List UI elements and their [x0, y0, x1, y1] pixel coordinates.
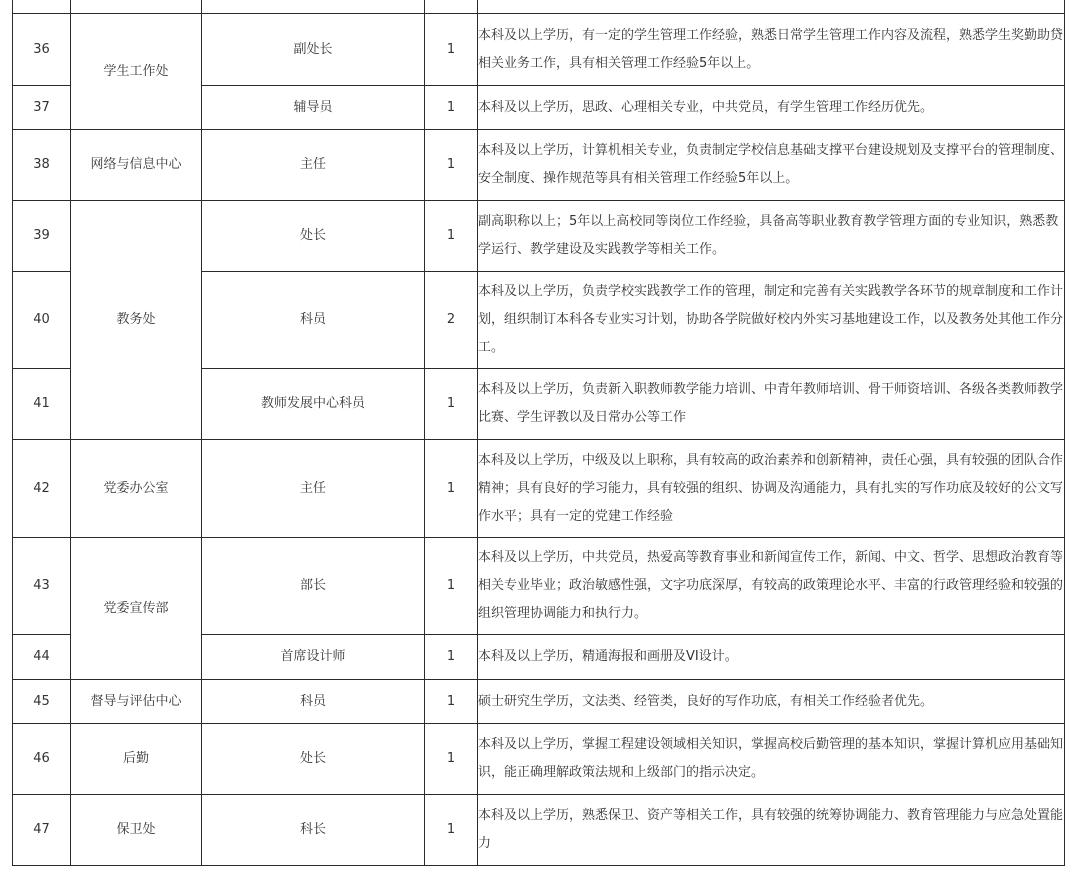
row-number: 39: [13, 201, 71, 272]
position-cell: 科员: [202, 272, 425, 369]
position-cell: 副处长: [202, 14, 425, 86]
position-cell: 科员: [202, 680, 425, 724]
position-cell: 主任: [202, 440, 425, 538]
department-cell: 学生工作处: [71, 14, 202, 130]
requirement-cell: 硕士研究生学历，文法类、经管类，良好的写作功底，有相关工作经验者优先。: [478, 680, 1065, 724]
table-row: [13, 538, 1065, 635]
table-row: [13, 440, 1065, 538]
requirement-cell: 本科及以上学历，负责新入职教师教学能力培训、中青年教师培训、骨干师资培训、各级各类教师教学比赛、学生评教以及日常办公等工作: [478, 369, 1065, 440]
requirement-cell: 本科及以上学历，熟悉保卫、资产等相关工作，具有较强的统筹协调能力、教育管理能力与应急处置能力: [478, 795, 1065, 866]
requirement-cell: 本科及以上学历，中级及以上职称，具有较高的政治素养和创新精神，责任心强，具有较强的团队合作精神；具有良好的学习能力，具有较强的组织、协调及沟通能力，具有扎实的写作功底及较好的公文写作水平；具有一定的党建工作经验: [478, 440, 1065, 538]
headcount-cell: 1: [425, 130, 478, 201]
row-number: 47: [13, 795, 71, 866]
recruitment-table: [12, 0, 1065, 866]
table-row: [13, 795, 1065, 866]
headcount-cell: 1: [425, 538, 478, 635]
department-cell: 党委宣传部: [71, 538, 202, 680]
row-number: 42: [13, 440, 71, 538]
position-cell: 辅导员: [202, 86, 425, 130]
requirement-cell: 本科及以上学历，精通海报和画册及VI设计。: [478, 635, 1065, 680]
table-row: [13, 14, 1065, 86]
table-row: [13, 130, 1065, 201]
requirement-cell: 副高职称以上；5年以上高校同等岗位工作经验，具备高等职业教育教学管理方面的专业知识，熟悉教学运行、教学建设及实践教学等相关工作。: [478, 201, 1065, 272]
table-row: [13, 724, 1065, 795]
requirement-cell: 本科及以上学历，负责学校实践教学工作的管理，制定和完善有关实践教学各环节的规章制度和工作计划，组织制订本科各专业实习计划，协助各学院做好校内外实习基地建设工作，以及教务处其他工作分工。: [478, 272, 1065, 369]
headcount-cell: 1: [425, 440, 478, 538]
headcount-cell: 1: [425, 14, 478, 86]
position-cell: 教师发展中心科员: [202, 369, 425, 440]
row-number: 41: [13, 369, 71, 440]
headcount-cell: 1: [425, 724, 478, 795]
row-number: 36: [13, 14, 71, 86]
row-number: 43: [13, 538, 71, 635]
headcount-cell: 1: [425, 795, 478, 866]
row-number: 37: [13, 86, 71, 130]
requirement-cell: 本科及以上学历，中共党员，热爱高等教育事业和新闻宣传工作，新闻、中文、哲学、思想政治教育等相关专业毕业；政治敏感性强，文字功底深厚，有较高的政策理论水平、丰富的行政管理经验和较强的组织管理协调能力和执行力。: [478, 538, 1065, 635]
headcount-cell: 1: [425, 635, 478, 680]
headcount-cell: 2: [425, 272, 478, 369]
requirement-cell: 本科及以上学历，思政、心理相关专业，中共党员，有学生管理工作经历优先。: [478, 86, 1065, 130]
headcount-cell: 1: [425, 201, 478, 272]
table-row: [13, 0, 1065, 14]
department-cell: 网络与信息中心: [71, 130, 202, 201]
requirement-cell: 本科及以上学历，有一定的学生管理工作经验，熟悉日常学生管理工作内容及流程，熟悉学生奖勤助贷相关业务工作，具有相关管理工作经验5年以上。: [478, 14, 1065, 86]
department-cell: 督导与评估中心: [71, 680, 202, 724]
row-number: 45: [13, 680, 71, 724]
table-row: [13, 201, 1065, 272]
position-cell: 处长: [202, 201, 425, 272]
requirement-cell: 本科及以上学历，掌握工程建设领域相关知识，掌握高校后勤管理的基本知识，掌握计算机应用基础知识，能正确理解政策法规和上级部门的指示决定。: [478, 724, 1065, 795]
position-cell: 处长: [202, 724, 425, 795]
position-cell: 主任: [202, 130, 425, 201]
row-number: 46: [13, 724, 71, 795]
headcount-cell: 1: [425, 680, 478, 724]
position-cell: 部长: [202, 538, 425, 635]
position-cell: 首席设计师: [202, 635, 425, 680]
headcount-cell: 1: [425, 369, 478, 440]
headcount-cell: 1: [425, 86, 478, 130]
row-number: 44: [13, 635, 71, 680]
position-cell: 科长: [202, 795, 425, 866]
table-row: [13, 680, 1065, 724]
requirement-cell: 本科及以上学历，计算机相关专业，负责制定学校信息基础支撑平台建设规划及支撑平台的管理制度、安全制度、操作规范等具有相关管理工作经验5年以上。: [478, 130, 1065, 201]
row-number: 38: [13, 130, 71, 201]
department-cell: 后勤: [71, 724, 202, 795]
row-number: 40: [13, 272, 71, 369]
department-cell: 教务处: [71, 201, 202, 440]
department-cell: 党委办公室: [71, 440, 202, 538]
department-cell: 保卫处: [71, 795, 202, 866]
